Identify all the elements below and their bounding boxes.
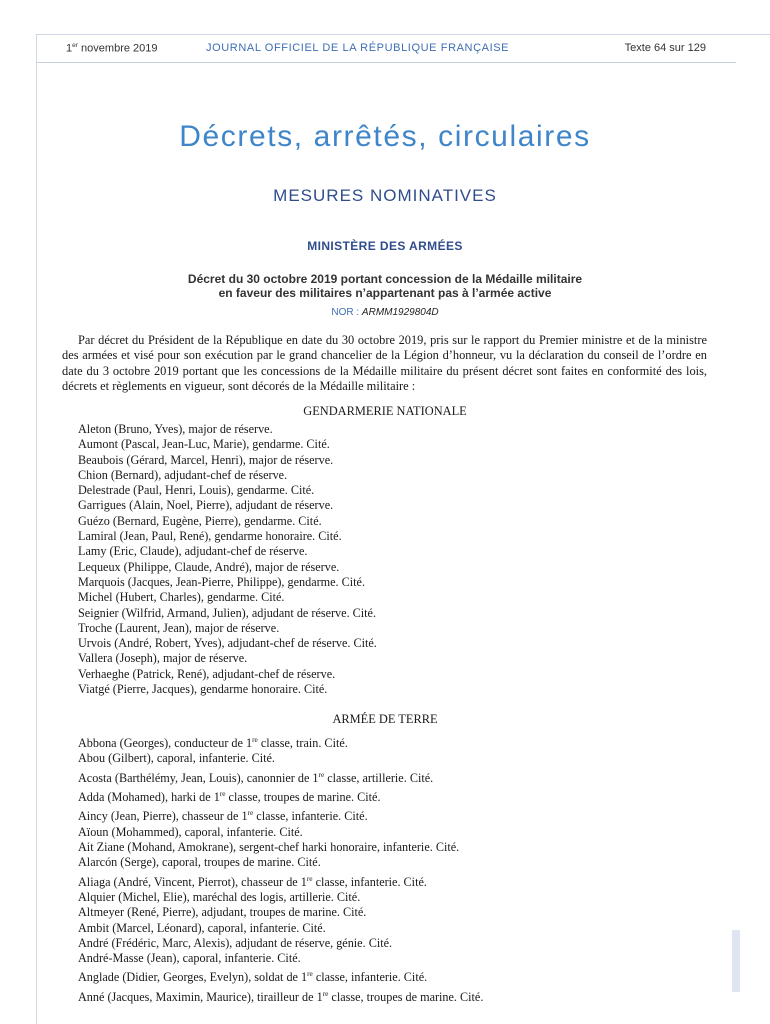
- decoree-entry: Michel (Hubert, Charles), gendarme. Cité.: [78, 590, 285, 605]
- decoree-entry: Delestrade (Paul, Henri, Louis), gendarme. Cité.: [78, 483, 315, 498]
- decoree-entry: Guézo (Bernard, Eugène, Pierre), gendarme. Cité.: [78, 513, 322, 528]
- text-counter: Texte 64 sur 129: [624, 42, 706, 54]
- decoree-entry: Urvois (André, Robert, Yves), adjudant-chef de réserve. Cité.: [78, 636, 377, 651]
- decoree-entry: Altmeyer (René, Pierre), adjudant, troupes de marine. Cité.: [78, 905, 367, 920]
- decoree-entry: Ambit (Marcel, Léonard), caporal, infanterie. Cité.: [78, 920, 326, 935]
- section-heading-armee-de-terre: ARMÉE DE TERRE: [332, 712, 438, 726]
- decoree-entry: Alquier (Michel, Elie), maréchal des logis, artillerie. Cité.: [78, 889, 361, 904]
- decoree-entry: Viatgé (Pierre, Jacques), gendarme honoraire. Cité.: [78, 682, 328, 697]
- decoree-entry: Abou (Gilbert), caporal, infanterie. Cité.: [78, 751, 275, 766]
- margin-strip: [732, 930, 740, 992]
- gendarmerie-list: [78, 422, 718, 697]
- page-title: Décrets, arrêtés, circulaires: [179, 120, 591, 153]
- decoree-entry: Marquois (Jacques, Jean-Pierre, Philippe), gendarme. Cité.: [78, 574, 366, 589]
- decoree-entry: Anné (Jacques, Maximin, Maurice), tirailleur de 1re classe, troupes de marine. Cité.: [78, 988, 484, 1004]
- section-subtitle: MESURES NOMINATIVES: [273, 186, 497, 205]
- decoree-entry: Aïoun (Mohammed), caporal, infanterie. Cité.: [78, 824, 303, 839]
- decoree-entry: Alarcón (Serge), caporal, troupes de marine. Cité.: [78, 855, 321, 870]
- decoree-entry: Lamiral (Jean, Paul, René), gendarme honoraire. Cité.: [78, 529, 342, 544]
- decoree-entry: Beaubois (Gérard, Marcel, Henri), major de réserve.: [78, 452, 334, 467]
- decoree-entry: André (Frédéric, Marc, Alexis), adjudant de réserve, génie. Cité.: [78, 935, 393, 950]
- decoree-entry: Lequeux (Philippe, Claude, André), major de réserve.: [78, 559, 340, 574]
- decoree-entry: Aliaga (André, Vincent, Pierrot), chasseur de 1re classe, infanterie. Cité.: [78, 873, 427, 889]
- decree-title-line-1: Décret du 30 octobre 2019 portant concession de la Médaille militaire: [187, 272, 583, 286]
- journal-header: [66, 42, 706, 58]
- decoree-entry: Acosta (Barthélémy, Jean, Louis), canonnier de 1re classe, artillerie. Cité.: [78, 769, 434, 785]
- journal-name: JOURNAL OFFICIEL DE LA RÉPUBLIQUE FRANÇAISE: [206, 42, 510, 54]
- ministry-heading: MINISTÈRE DES ARMÉES: [307, 239, 463, 253]
- intro-paragraph: [62, 333, 707, 395]
- decoree-entry: Troche (Laurent, Jean), major de réserve.: [78, 620, 280, 635]
- decoree-entry: Anglade (Didier, Georges, Evelyn), soldat de 1re classe, infanterie. Cité.: [78, 969, 428, 985]
- decoree-entry: Seignier (Wilfrid, Armand, Julien), adjudant de réserve. Cité.: [78, 605, 377, 620]
- decoree-entry: André-Masse (Jean), caporal, infanterie. Cité.: [78, 951, 301, 966]
- decoree-entry: Aincy (Jean, Pierre), chasseur de 1re classe, infanterie. Cité.: [78, 808, 368, 824]
- decree-title-line-2: en faveur des militaires n’appartenant pas à l’armée active: [218, 286, 552, 300]
- section-heading-gendarmerie: GENDARMERIE NATIONALE: [303, 404, 467, 418]
- decoree-entry: Vallera (Joseph), major de réserve.: [78, 651, 248, 666]
- nor-value: ARMM1929804D: [361, 307, 439, 318]
- decoree-entry: Lamy (Eric, Claude), adjudant-chef de réserve.: [78, 544, 308, 559]
- intro-text: Par décret du Président de la République en date du 30 octobre 2019, pris sur le rapport du Premier ministre et de la ministre des armées et visé pour son exécution par le grand chancelier de la Légion d’honneur, vu la déclaration du conseil de l’ordre en date du 3 octobre 2019 portant que les concessions de la Médaille militaire du présent décret sont faites en conformité des lois, décrets et règlements en vigueur, sont décorés de la Médaille militaire :: [62, 333, 707, 394]
- decoree-entry: Aleton (Bruno, Yves), major de réserve.: [78, 422, 273, 436]
- publication-date: 1er novembre 2019: [66, 42, 158, 55]
- nor-reference: [0, 307, 770, 318]
- armee-de-terre-list: [78, 732, 718, 1005]
- nor-label: NOR :: [331, 307, 362, 318]
- decree-title: [0, 272, 770, 300]
- decoree-entry: Verhaeghe (Patrick, René), adjudant-chef de réserve.: [78, 666, 336, 681]
- decoree-entry: Garrigues (Alain, Noel, Pierre), adjudant de réserve.: [78, 498, 334, 513]
- decoree-entry: Adda (Mohamed), harki de 1re classe, troupes de marine. Cité.: [78, 789, 381, 805]
- decoree-entry: Chion (Bernard), adjudant-chef de réserve.: [78, 467, 288, 482]
- decoree-entry: Ait Ziane (Mohand, Amokrane), sergent-chef harki honoraire, infanterie. Cité.: [78, 840, 460, 855]
- header-divider: [36, 62, 736, 63]
- decoree-entry: Aumont (Pascal, Jean-Luc, Marie), gendarme. Cité.: [78, 437, 330, 452]
- decoree-entry: Abbona (Georges), conducteur de 1re classe, train. Cité.: [78, 735, 348, 751]
